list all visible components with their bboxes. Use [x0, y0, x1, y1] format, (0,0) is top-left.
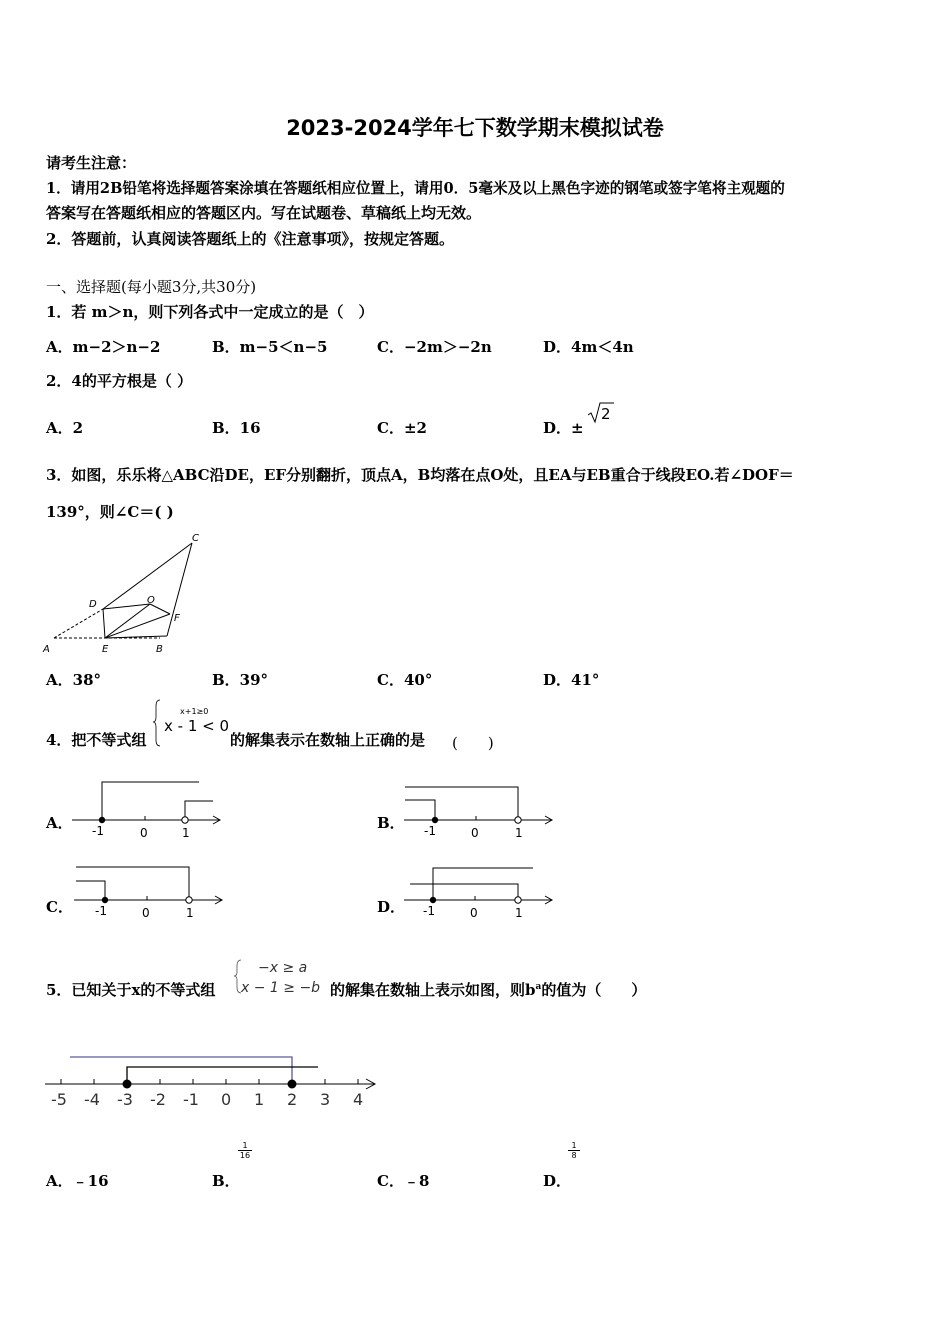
sqrt-symbol	[586, 400, 616, 426]
q3-option-d[interactable]: D．41°	[543, 671, 600, 689]
tick-label-neg1: -1	[423, 904, 435, 918]
axis-label-0: 0	[221, 1090, 232, 1109]
q5-inequality-system	[234, 957, 334, 999]
q4-option-c[interactable]: C．	[46, 898, 73, 916]
tick-label-1: 1	[515, 906, 523, 920]
fraction-b-numerator: 1	[242, 1141, 248, 1150]
notice-line-2: 答案写在答题纸相应的答题区内。写在试题卷、草稿纸上均无效。	[46, 204, 482, 222]
tick-label-0: 0	[142, 906, 150, 920]
fraction-d-numerator: 1	[571, 1141, 577, 1150]
q5-stem-end: 的值为（ ）	[541, 981, 647, 999]
q3-option-c[interactable]: C．40°	[377, 671, 433, 689]
section-heading: 一、选择题(每小题3分,共30分)	[46, 278, 257, 296]
q1-option-a[interactable]: A．m−2＞n−2	[46, 338, 161, 356]
q5-fraction-d	[568, 1141, 580, 1160]
fold-edge-ad	[54, 609, 103, 638]
fold-ef	[105, 614, 170, 638]
q5-stem-suffix-text: 的解集在数轴上表示如图，则b	[330, 981, 536, 999]
label-c: C	[192, 533, 199, 544]
tick-label-1: 1	[186, 906, 194, 920]
label-a: A	[43, 644, 50, 655]
axis-label-1: 1	[254, 1090, 265, 1109]
tick-label-neg1: -1	[92, 824, 104, 838]
tick-label-1: 1	[515, 826, 523, 840]
q3-option-a[interactable]: A．38°	[46, 671, 102, 689]
axis-label-2: 2	[287, 1090, 298, 1109]
q4-answer-paren: ( )	[452, 734, 494, 752]
q2-option-a[interactable]: A．2	[46, 419, 84, 437]
notice-line-1: 1．请用2B铅笔将选择题答案涂填在答题纸相应位置上，请用0．5毫米及以上黑色字迹的钢笔或签字笔将主观题的	[46, 180, 785, 197]
q5-system-bottom: x − 1 ≥ −b	[241, 980, 321, 996]
q4-number-line-b	[402, 778, 562, 840]
axis-label-neg1: -1	[183, 1090, 199, 1109]
axis-label-4: 4	[353, 1090, 364, 1109]
axis-label-neg5: -5	[51, 1090, 67, 1109]
axis-label-neg4: -4	[84, 1090, 100, 1109]
q4-number-line-d	[402, 862, 562, 924]
tick-label-0: 0	[140, 826, 148, 840]
q5-number-line	[40, 1048, 385, 1113]
tick-label-0: 0	[471, 826, 479, 840]
tick-label-0: 0	[470, 906, 478, 920]
q2-option-b[interactable]: B．16	[212, 419, 261, 437]
q1-option-c[interactable]: C．−2m＞−2n	[377, 338, 492, 356]
axis-label-3: 3	[320, 1090, 331, 1109]
q4-stem-prefix: 4．把不等式组	[46, 731, 147, 749]
fold-de	[103, 609, 105, 638]
q2-option-d[interactable]: D．±	[543, 419, 584, 437]
q4-system-top: x+1≥0	[180, 707, 209, 716]
notice-heading: 请考生注意：	[46, 154, 137, 172]
tick-label-neg1: -1	[424, 824, 436, 838]
label-e: E	[102, 644, 109, 655]
q4-stem-suffix: 的解集表示在数轴上正确的是	[230, 731, 426, 749]
label-f: F	[174, 613, 180, 624]
q4-system-bottom: x - 1 < 0	[164, 717, 230, 735]
segment-eo	[105, 604, 150, 638]
fraction-d-denominator: 8	[568, 1150, 580, 1160]
q5-stem-prefix: 5．已知关于x的不等式组	[46, 981, 216, 999]
label-d: D	[89, 599, 97, 610]
fraction-b-denominator: 16	[239, 1151, 251, 1160]
q3-option-b[interactable]: B．39°	[212, 671, 269, 689]
tick-label-1: 1	[182, 826, 190, 840]
q2-option-c[interactable]: C．±2	[377, 419, 427, 437]
q1-option-d[interactable]: D．4m＜4n	[543, 338, 634, 356]
page-title: 2023-2024学年七下数学期末模拟试卷	[286, 116, 664, 140]
q3-stem-line-2: 139°，则∠C＝( )	[46, 503, 174, 521]
q5-option-a[interactable]: A．﹣16	[46, 1172, 109, 1190]
tick-label-neg1: -1	[95, 904, 107, 918]
label-b: B	[156, 644, 163, 655]
q1-stem: 1．若 m＞n，则下列各式中一定成立的是（ ）	[46, 303, 374, 321]
q1-option-b[interactable]: B．m−5＜n−5	[212, 338, 328, 356]
q4-option-b[interactable]: B．	[377, 814, 405, 832]
q4-number-line-c	[72, 862, 232, 924]
q3-stem-line-1: 3．如图，乐乐将△ABC沿DE，EF分别翻折，顶点A，B均落在点O处，且EA与EB重合于线段EO.若∠DOF＝	[46, 466, 794, 484]
q5-option-b[interactable]: B．	[212, 1172, 240, 1190]
q4-inequality-system	[154, 698, 234, 748]
notice-line-3: 2．答题前，认真阅读答题纸上的《注意事项》，按规定答题。	[46, 230, 454, 248]
q5-option-c[interactable]: C．﹣8	[377, 1172, 430, 1190]
label-o: O	[147, 595, 155, 606]
q5-option-d[interactable]: D．	[543, 1172, 572, 1190]
q5-stem-superscript: a	[535, 982, 542, 992]
q5-stem-suffix	[330, 979, 646, 1000]
q2-stem: 2．4的平方根是（ ）	[46, 372, 193, 390]
q5-system-top: −x ≥ a	[258, 960, 308, 976]
q4-option-a[interactable]: A．	[46, 814, 73, 832]
q5-fraction-b	[238, 1141, 252, 1160]
q4-number-line-a	[70, 778, 230, 840]
q3-triangle-figure	[40, 530, 220, 660]
axis-label-neg3: -3	[117, 1090, 133, 1109]
sqrt-argument: 2	[601, 405, 611, 423]
q4-option-d[interactable]: D．	[377, 898, 406, 916]
axis-label-neg2: -2	[150, 1090, 166, 1109]
segment-do	[103, 604, 150, 609]
